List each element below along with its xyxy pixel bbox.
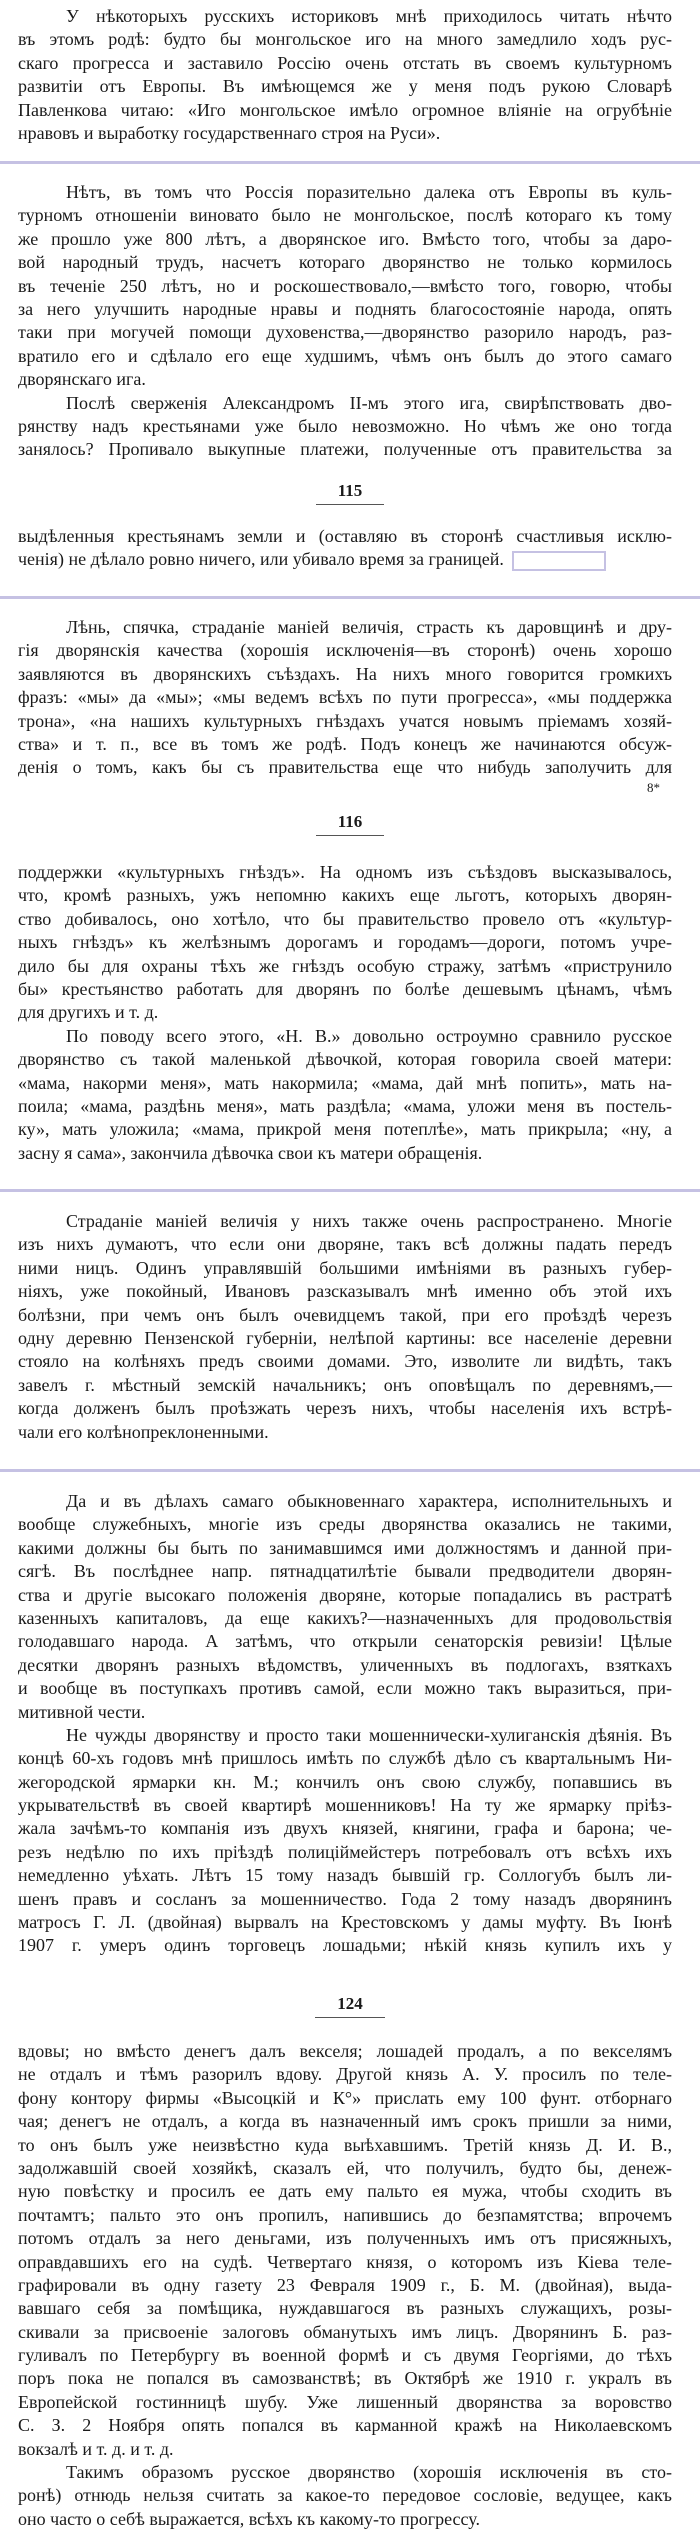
text-line: Лѣнь, спячка, страданіе маніей величія, страсть къ даровщинѣ и дру- <box>66 617 672 637</box>
text-line: Нѣтъ, въ томъ что Россія поразительно далека отъ Европы въ куль- <box>66 182 672 202</box>
page-number-text: 124 <box>315 1994 385 2018</box>
text-line: засну я сама», закончила дѣвочка свои къ матери обращенія. <box>18 1142 483 1163</box>
text-line: дило бы для охраны тѣхъ же гнѣздъ особую стражу, затѣмъ «приструнило <box>18 955 672 976</box>
text-line: «мама, накорми меня», мать накормила; «мама, дай мнѣ попить», мать на- <box>18 1072 672 1093</box>
text-line: изъ нихъ думаютъ, что если они дворяне, такъ всѣ должны падать передъ <box>18 1234 672 1255</box>
text-line: матросъ Г. Л. (двойная) вырвалъ на Крестовскомъ у дамы муфту. Въ Іюнѣ <box>18 1912 672 1933</box>
text-line: выдѣленныя крестьянамъ земли и (оставляю въ сторонѣ счастливыя исклю- <box>18 526 672 546</box>
text-line: чали его колѣнопреклоненными. <box>18 1421 269 1442</box>
text-line: ства и другіе высокаго положенія дворяне, которые попадались въ растратѣ <box>18 1584 672 1605</box>
paragraph <box>18 2461 672 2531</box>
text-line: ство добивалось, оно хотѣло, что бы правительство провело отъ «культур- <box>18 908 672 929</box>
text-line: почтамтъ; пальто это онъ пропилъ, напившись до безпамятства; впрочемъ <box>18 2204 672 2225</box>
text-line: вой народный трудъ, насчетъ котораго дворянство не только кормилось <box>18 252 672 273</box>
paragraph <box>18 616 672 780</box>
text-line: фону контору фирмы «Высоцкій и К°» прислать ему 100 фунт. отборнаго <box>18 2087 672 2108</box>
text-line: ную повѣстку и просилъ ее дать ему пальто ея мужа, чтобы сходить въ <box>18 2181 672 2202</box>
text-line: голодавшаго народа. А затѣмъ, что открыли сенаторскія ревизіи! Цѣлые <box>18 1631 672 1652</box>
text-line: митивной чести. <box>18 1701 146 1722</box>
text-block <box>18 616 672 780</box>
paragraph <box>18 392 672 462</box>
text-line: Страданіе маніей величія у нихъ также очень распространено. Многіе <box>66 1211 672 1231</box>
text-line: же прошло уже 800 лѣтъ, а дворянское иго. Вмѣсто того, чтобы за даро- <box>18 228 672 249</box>
text-line: укрывательствѣ въ своей квартирѣ мошенниковъ! На ту же ярмарку пріѣз- <box>18 1795 672 1816</box>
text-line: задолжавшій своей хозяйкѣ, сказалъ ей, что получилъ, будто бы, денеж- <box>18 2157 672 2178</box>
text-line: ними ницъ. Одинъ управлявшій большими имѣніями въ разныхъ губер- <box>18 1257 672 1278</box>
text-line: то онъ былъ уже неизвѣстно куда выѣхавшимъ. Третій князь Д. И. В., <box>18 2134 672 2155</box>
text-line: дворянство съ такой маленькой дѣвочкой, которая говорила своей матери: <box>18 1049 672 1070</box>
signature-mark: 8* <box>647 780 660 795</box>
text-line: концѣ 60-хъ годовъ мнѣ пришлось имѣть по службѣ дѣло съ квартальнымъ Ни- <box>18 1748 672 1769</box>
text-line: потомъ отдалъ за него деньгами, изъ полученныхъ имъ отъ присяжныхъ, <box>18 2228 672 2249</box>
text-line: стояло на колѣняхъ предъ своими домами. Это, изволите ли видѣть, такъ <box>18 1351 672 1372</box>
text-line: чая; денегъ не отдалъ, а когда въ назначенный имъ срокъ пришли за ними, <box>18 2111 672 2132</box>
text-block <box>18 861 672 1165</box>
text-line: Не чужды дворянству и просто таки мошеннически-хулиганскія дѣянія. Въ <box>66 1724 672 1745</box>
text-line: резъ недѣлю по ихъ пріѣздѣ полиціймейстеръ потребовалъ отъ всѣхъ ихъ <box>18 1841 672 1862</box>
text-line: графировали въ одну газету 23 Февраля 1909 г., Б. М. (двойная), выда- <box>18 2274 672 2295</box>
text-block <box>18 1210 672 1444</box>
paragraph <box>18 1025 672 1165</box>
text-line: денія о томъ, какъ бы съ правительства еще что нибудь заполучить для <box>18 757 672 778</box>
text-line: бы» крестьянство работать для дворянъ по болѣе дешевымъ цѣнамъ, чѣмъ <box>18 978 672 999</box>
text-line: гуливалъ по Петербургу въ военной формѣ и съ двумя Георгіями, до тѣхъ <box>18 2345 672 2366</box>
text-line: поддержки «культурныхъ гнѣздъ». На одномъ изъ съѣздовъ высказывалось, <box>18 862 672 882</box>
section-separator <box>0 1469 700 1472</box>
text-line: завелъ г. мѣстный земскій начальникъ; онъ оповѣщалъ по деревнямъ,— <box>18 1374 672 1395</box>
section-separator <box>0 1189 700 1192</box>
text-line: когда долженъ былъ проѣзжать черезъ нихъ, чтобы населенія ихъ встрѣ- <box>18 1398 672 1419</box>
text-line: заявляются въ дворянскихъ съѣздахъ. На нихъ много говорится громкихъ <box>18 663 672 684</box>
text-line: скаго прогресса и заставило Россію очень отстать въ своемъ культурномъ <box>18 52 672 73</box>
page-number <box>0 812 700 836</box>
text-block <box>18 2040 672 2531</box>
page-number <box>0 1994 700 2018</box>
text-line: скивали за присвоеніе залоговъ обманутыхъ имъ лицъ. Дворянинъ Б. раз- <box>18 2321 672 2342</box>
text-line: и вообще въ поступкахъ противъ самой, если можно такъ выразиться, при- <box>18 1678 672 1699</box>
text-line: за него улучшить народные нравы и поднять благосостояніе народа, опять <box>18 298 672 319</box>
text-line: Такимъ образомъ русское дворянство (хорошія исключенія въ сто- <box>66 2462 672 2483</box>
section-separator <box>0 596 700 599</box>
page-number-text: 115 <box>316 481 385 505</box>
paragraph <box>18 1490 672 1724</box>
text-line: ніяхъ, уже покойный, Ивановъ разсказывалъ мнѣ именно объ этой ихъ <box>18 1281 672 1302</box>
text-line: болѣзни, при чемъ онъ былъ очевидцемъ такой, при его проѣздѣ черезъ <box>18 1304 672 1325</box>
text-line: ченія) не дѣлало ровно ничего, или убивало время за границей. <box>18 548 672 571</box>
text-line: Послѣ сверженія Александромъ II-мъ этого ига, свирѣпствовать дво- <box>66 392 672 413</box>
text-block <box>18 5 672 145</box>
text-line: жегородской ярмарки кн. М.; кончилъ онъ свою службу, попавшись въ <box>18 1771 672 1792</box>
text-block <box>18 525 672 572</box>
text-line: вообще служебныхъ, многіе изъ среды дворянства оказались не такими, <box>18 1514 672 1535</box>
paragraph <box>18 181 672 392</box>
text-line: У нѣкоторыхъ русскихъ историковъ мнѣ приходилось читать нѣчто <box>66 6 672 26</box>
text-line: По поводу всего этого, «Н. В.» довольно остроумно сравнило русское <box>66 1025 672 1046</box>
text-line: гія дворянскія качества (хорошія исключенія—въ сторонѣ) очень хорошо <box>18 640 672 661</box>
text-line: оправдавшихъ его на судѣ. Четвертаго князя, о которомъ изъ Кіева теле- <box>18 2251 672 2272</box>
paragraph <box>18 861 672 1025</box>
paragraph <box>18 1724 672 1958</box>
text-line: Европейской гостинницѣ шубу. Уже лишенный дворянства за воровство <box>18 2391 672 2412</box>
paragraph <box>18 1210 672 1444</box>
text-line: жала зачѣмъ-то компанія изъ двухъ князей, княгини, графа и барона; че- <box>18 1818 672 1839</box>
text-block <box>18 1490 672 1958</box>
text-line: нравовъ и выработку государственнаго строя на Руси». <box>18 122 441 143</box>
page-number <box>0 481 700 505</box>
text-line: таки при могучей помощи духовенства,—дворянство разорило народъ, раз- <box>18 322 672 343</box>
text-line: С. З. 2 Ноября опять попался въ карманной кражѣ на Николаевскомъ <box>18 2415 672 2436</box>
text-line: трона», «на нашихъ культурныхъ гнѣздахъ учатся новымъ пріемамъ хозяй- <box>18 710 672 731</box>
text-line: въ теченіе 250 лѣтъ, но и роскошествовало,—вмѣсто того, говорю, чтобы <box>18 275 672 296</box>
text-line: дворянскаго ига. <box>18 369 146 390</box>
text-line: немедленно уѣхать. Лѣтъ 15 тому назадъ бывшій гр. Соллогубъ былъ ли- <box>18 1865 672 1886</box>
text-line: вавшаго себя за помѣщика, нуждавшагося въ разныхъ служащихъ, розы- <box>18 2298 672 2319</box>
text-line: для другихъ и т. д. <box>18 1002 159 1023</box>
text-line: вратило его и сдѣлало его еще худшимъ, чѣмъ онъ былъ до этого самаго <box>18 345 672 366</box>
text-line: Павленкова читаю: «Иго монгольское имѣло огромное вліяніе на огрубѣніе <box>18 99 672 120</box>
text-block <box>18 181 672 462</box>
text-line: рянству надъ крестьянами уже было невозможно. Но чѣмъ же оно тогда <box>18 415 672 436</box>
text-line: Да и въ дѣлахъ самаго обыкновеннаго характера, исполнительныхъ и <box>66 1491 672 1511</box>
text-line: казенныхъ капиталовъ, да еще какихъ?—назначенныхъ для продовольствія <box>18 1607 672 1628</box>
text-line: что, кромѣ разныхъ, ужъ непомню какихъ еще льготъ, которыхъ дворян- <box>18 885 672 906</box>
text-line: ства» и т. п., все въ томъ же родѣ. Подъ конецъ же начинаются обсуж- <box>18 733 672 754</box>
text-line: занялось? Пропивало выкупные платежи, полученные отъ правительства за <box>18 439 672 460</box>
text-line: десятки дворянъ разныхъ вѣдомствъ, уличенныхъ въ подлогахъ, взяткахъ <box>18 1654 672 1675</box>
text-line: поръ пока не попался въ самозванствѣ; въ Октябрѣ же 1910 г. укралъ въ <box>18 2368 672 2389</box>
text-line: 1907 г. умеръ одинъ торговецъ лошадьми; нѣкій князь купилъ ихъ у <box>18 1935 672 1956</box>
text-line: ку», мать уложила; «мама, прикрой меня потеплѣе», мать прикрыла; «ну, а <box>18 1119 672 1140</box>
text-line: какими должны бы быть по занимавшимся ими должностямъ и данной при- <box>18 1537 672 1558</box>
paragraph <box>18 525 672 572</box>
section-separator <box>0 161 700 164</box>
paragraph <box>18 2040 672 2461</box>
text-line: ронѣ) отнюдь нельзя считать за какое-то передовое сословіе, ведущее, какъ <box>18 2485 672 2506</box>
paragraph <box>18 5 672 145</box>
text-line: вдовы; но вмѣсто денегъ далъ векселя; лошадей продалъ, а по векселямъ <box>18 2041 672 2061</box>
text-line: одну деревню Пензенской губерніи, нелѣпой картины: все населеніе деревни <box>18 1327 672 1348</box>
text-line: вокзалѣ и т. д. и т. д. <box>18 2438 174 2459</box>
text-line: оно часто о себѣ выражается, всѣхъ къ какому-то прогрессу. <box>18 2508 480 2529</box>
text-line: поила; «мама, раздѣнь меня», мать раздѣла; «мама, уложи меня въ постель- <box>18 1095 672 1116</box>
empty-highlight-box <box>512 551 606 571</box>
text-line: сягѣ. Въ послѣднее напр. пятнадцатилѣтіе бывали предводители дворян- <box>18 1561 672 1582</box>
text-line: шенъ правъ и сосланъ за мошенничество. Года 2 тому назадъ дворянинъ <box>18 1888 672 1909</box>
text-line: ныхъ гнѣздъ» къ желѣзнымъ дорогамъ и городамъ—дороги, потомъ учре- <box>18 932 672 953</box>
text-line: фразъ: «мы» да «мы»; «мы ведемъ всѣхъ по пути прогресса», «мы поддержка <box>18 687 672 708</box>
text-line: не отдалъ и тѣмъ разорилъ вдову. Другой князь А. У. просилъ по теле- <box>18 2064 672 2085</box>
page-number-text: 116 <box>316 812 385 836</box>
text-line: турномъ отношеніи виновато было не монгольское, послѣ котораго къ тому <box>18 205 672 226</box>
text-line: въ этомъ родѣ: будто бы монгольское иго на много замедлило ходъ рус- <box>18 29 672 50</box>
text-line: развитіи отъ Европы. Въ имѣющемся же у меня подъ рукою Словарѣ <box>18 76 672 97</box>
